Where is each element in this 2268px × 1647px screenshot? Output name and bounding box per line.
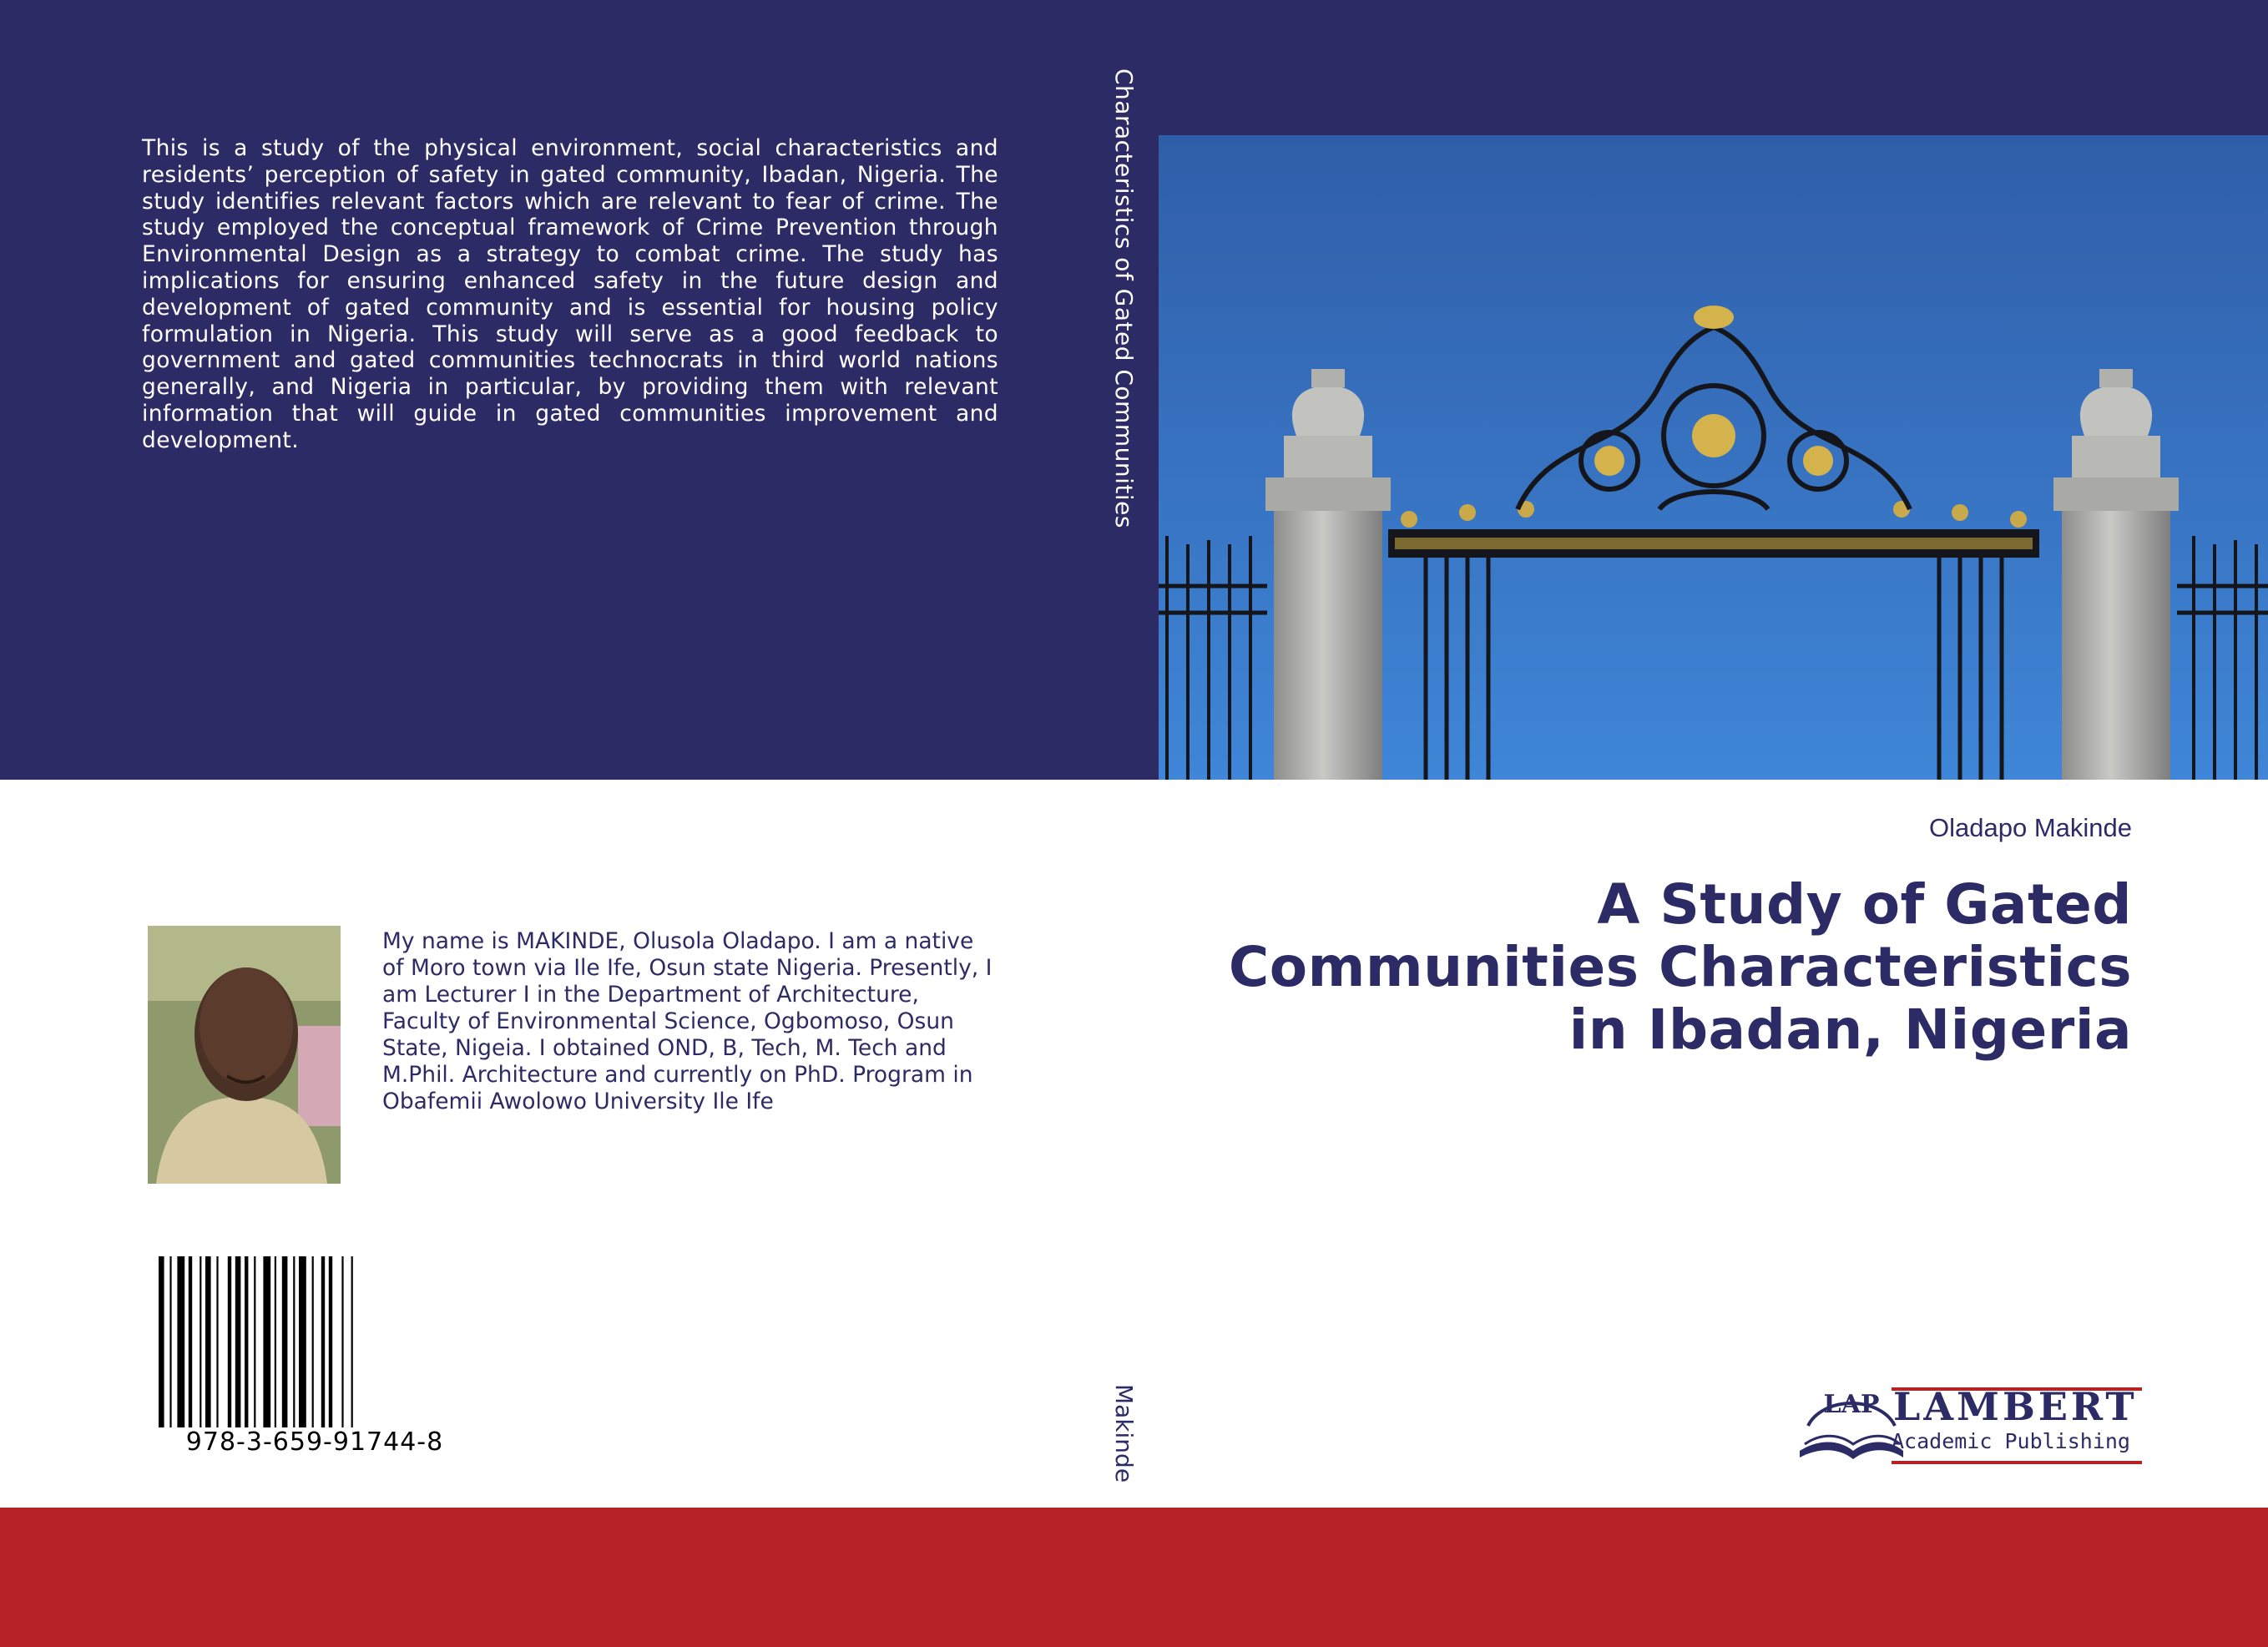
barcode-bar <box>275 1256 276 1427</box>
barcode-bar <box>299 1256 306 1427</box>
book-title-line-1: A Study of Gated <box>1597 872 2132 937</box>
barcode-bar <box>228 1256 231 1427</box>
front-cover-author: Oladapo Makinde <box>1929 813 2132 842</box>
barcode-bar <box>341 1256 343 1427</box>
barcode-bar <box>321 1256 325 1427</box>
author-bio: My name is MAKINDE, Olusola Oladapo. I am a native of Moro town via Ile Ife, Osun state Nigeria. Presently, I am Lecturer I in the Department of Architecture, Faculty of Environmental Science, Ogbomoso, Osun State, Nigeia. I obtained OND, B, Tech, M. Tech and M.Phil. Architecture and currently on PhD. Program in Obafemii Awolowo University Ile Ife <box>382 928 993 1114</box>
book-title <box>1214 873 2132 1061</box>
publisher-name: LAMBERT <box>1893 1384 2138 1429</box>
barcode-bar <box>254 1256 255 1427</box>
barcode-bar <box>189 1256 192 1427</box>
barcode-bar <box>263 1256 270 1427</box>
barcode-bar <box>351 1256 353 1427</box>
barcode-bar <box>293 1256 295 1427</box>
book-title-line-3: in Ibadan, Nigeria <box>1568 998 2132 1062</box>
barcode-bar <box>200 1256 201 1427</box>
spine-author: Makinde <box>1110 1384 1138 1483</box>
barcode-bar <box>245 1256 248 1427</box>
spine-title: Characteristics of Gated Communities <box>1110 68 1138 528</box>
barcode-bar <box>177 1256 184 1427</box>
back-cover-blurb: This is a study of the physical environment, social characteristics and residents’ perception of safety in gated community, Ibadan, Nigeria. The study identifies relevant factors which are relevant to fear of crime. The study employed the conceptual framework of Crime Prevention through Environmental Design as a strategy to combat crime. The study has implications for ensuring enhanced safety in the future design and development of gated community and is essential for housing policy formulation in Nigeria. This study will serve as a good feedback to government and gated communities technocrats in third world nations generally, and Nigeria in particular, by providing them with relevant information that will guide in gated communities improvement and development. <box>142 135 998 453</box>
barcode-bar <box>169 1256 171 1427</box>
publisher-subtitle: Academic Publishing <box>1892 1429 2130 1453</box>
barcode-bar <box>329 1256 332 1427</box>
barcode-bar <box>159 1256 164 1427</box>
barcode-bar <box>235 1256 241 1427</box>
cover-photo-gate <box>1159 135 2268 780</box>
barcode-bar <box>205 1256 211 1427</box>
barcode-bar <box>282 1256 288 1427</box>
author-photo <box>148 926 341 1184</box>
isbn-number: 978-3-659-91744-8 <box>185 1427 444 1457</box>
barcode-bar <box>312 1256 314 1427</box>
barcode-bar <box>216 1256 218 1427</box>
book-title-line-2: Communities Characteristics <box>1228 935 2132 999</box>
publisher-badge: LAP <box>1823 1390 1880 1419</box>
barcode <box>157 1256 472 1427</box>
bottom-red-band <box>0 1508 2268 1647</box>
